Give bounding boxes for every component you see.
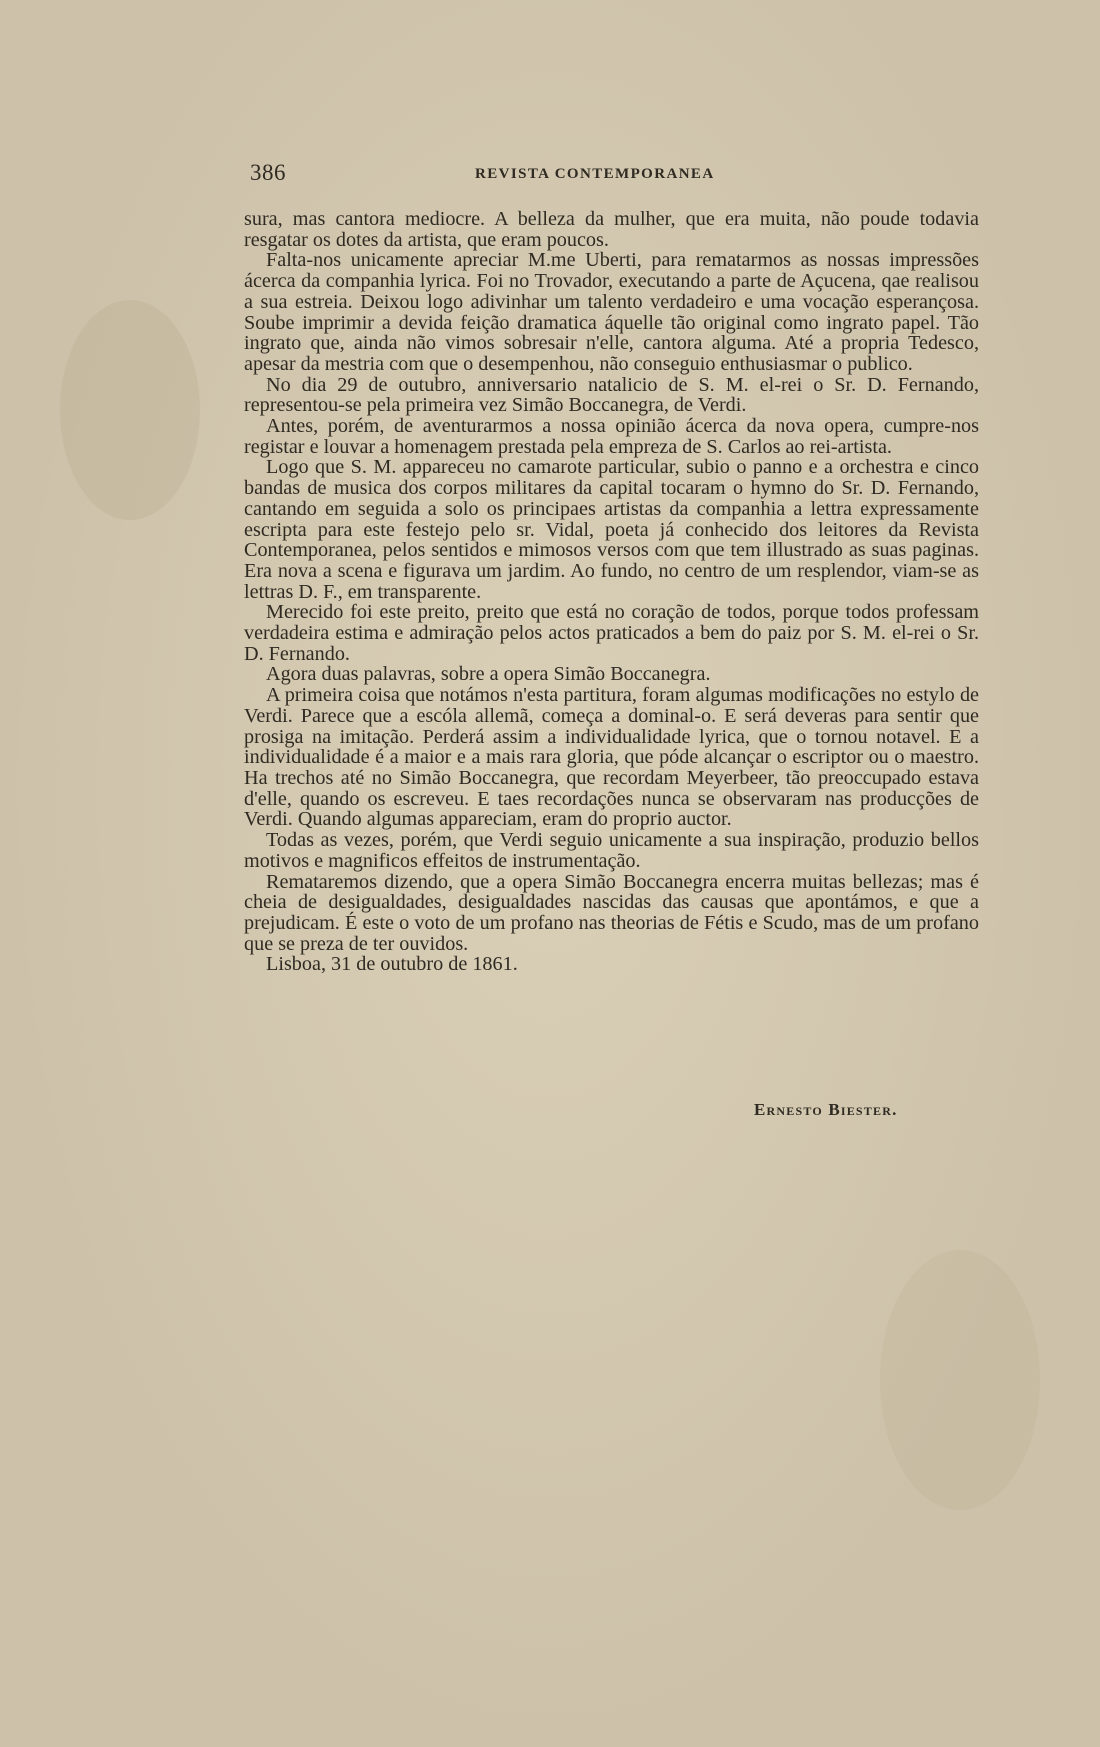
paper-stain xyxy=(880,1250,1040,1510)
paragraph: sura, mas cantora mediocre. A belleza da mulher, que era muita, não poude todavia resgatar os dotes da artista, que eram poucos. xyxy=(244,208,979,251)
paragraph: A primeira coisa que notámos n'esta partitura, foram algumas modificações no estylo de Verdi. Parece que a escóla allemã, começa a dominal-o. E será deveras para sentir que prosiga na imitação. Perderá assim a individualidade lyrica, que o tornou notavel. E a individualidade é a maior e a mais rara gloria, que póde alcançar o escriptor ou o maestro. Ha trechos até no Simão Boccanegra, que recordam Meyerbeer, tão preoccupado estava d'elle, quando os escreveu. E taes recordações nunca se observaram nas producções de Verdi. Quando algumas appareciam, eram do proprio auctor. xyxy=(244,684,979,831)
paragraph: Remataremos dizendo, que a opera Simão Boccanegra encerra muitas bellezas; mas é cheia de desigualdades, desigualdades nascidas das causas que apontámos, e que a prejudicam. É este o voto de um profano nas theorias de Fétis e Scudo, mas de um profano que se preza de ter ouvidos. xyxy=(244,870,979,955)
page-header xyxy=(250,160,980,190)
running-title: REVISTA CONTEMPORANEA xyxy=(475,166,715,182)
paragraph: Antes, porém, de aventurarmos a nossa opinião ácerca da nova opera, cumpre-nos registar e louvar a homenagem prestada pela empreza de S. Carlos ao rei-artista. xyxy=(244,415,979,458)
article-body xyxy=(244,209,979,975)
paragraph: No dia 29 de outubro, anniversario natalicio de S. M. el-rei o Sr. D. Fernando, representou-se pela primeira vez Simão Boccanegra, de Verdi. xyxy=(244,373,979,417)
paragraph: Merecido foi este preito, preito que está no coração de todos, porque todos professam verdadeira estima e admiração pelos actos praticados a bem do paiz por S. M. el-rei o Sr. D. Fernando. xyxy=(244,601,979,665)
paragraph: Logo que S. M. appareceu no camarote particular, subio o panno e a orchestra e cinco bandas de musica dos corpos militares da capital tocaram o hymno do Sr. D. Fernando, cantando em seguida a solo os principaes artistas da companhia a lettra expressamente escripta para este festejo pelo sr. Vidal, poeta já conhecido dos leitores da Revista Contemporanea, pelos sentidos e mimosos versos com que tem illustrado as suas paginas. Era nova a scena e figurava um jardim. Ao fundo, no centro de um resplendor, viam-se as lettras D. F., em transparente. xyxy=(244,456,979,603)
paper-stain xyxy=(60,300,200,520)
paragraph: Todas as vezes, porém, que Verdi seguio unicamente a sua inspiração, produzio bellos motivos e magnificos effeitos de instrumentação. xyxy=(244,829,979,872)
page-number: 386 xyxy=(250,160,286,185)
dateline: Lisboa, 31 de outubro de 1861. xyxy=(266,953,518,976)
paragraph: Falta-nos unicamente apreciar M.me Uberti, para rematarmos as nossas impressões ácerca da companhia lyrica. Foi no Trovador, executando a parte de Açucena, qae realisou a sua estreia. Deixou logo adivinhar um talento verdadeiro e uma vocação esperançosa. Soube imprimir a devida feição dramatica áquelle tão original como ingrato papel. Tão ingrato que, ainda não vimos sobresair n'elle, cantora alguma. Até a propria Tedesco, apesar da mestria com que o desempenhou, não conseguio enthusiasmar o publico. xyxy=(244,249,979,375)
author-signature: Ernesto Biester. xyxy=(754,1100,898,1119)
paragraph: Agora duas palavras, sobre a opera Simão Boccanegra. xyxy=(266,663,711,686)
